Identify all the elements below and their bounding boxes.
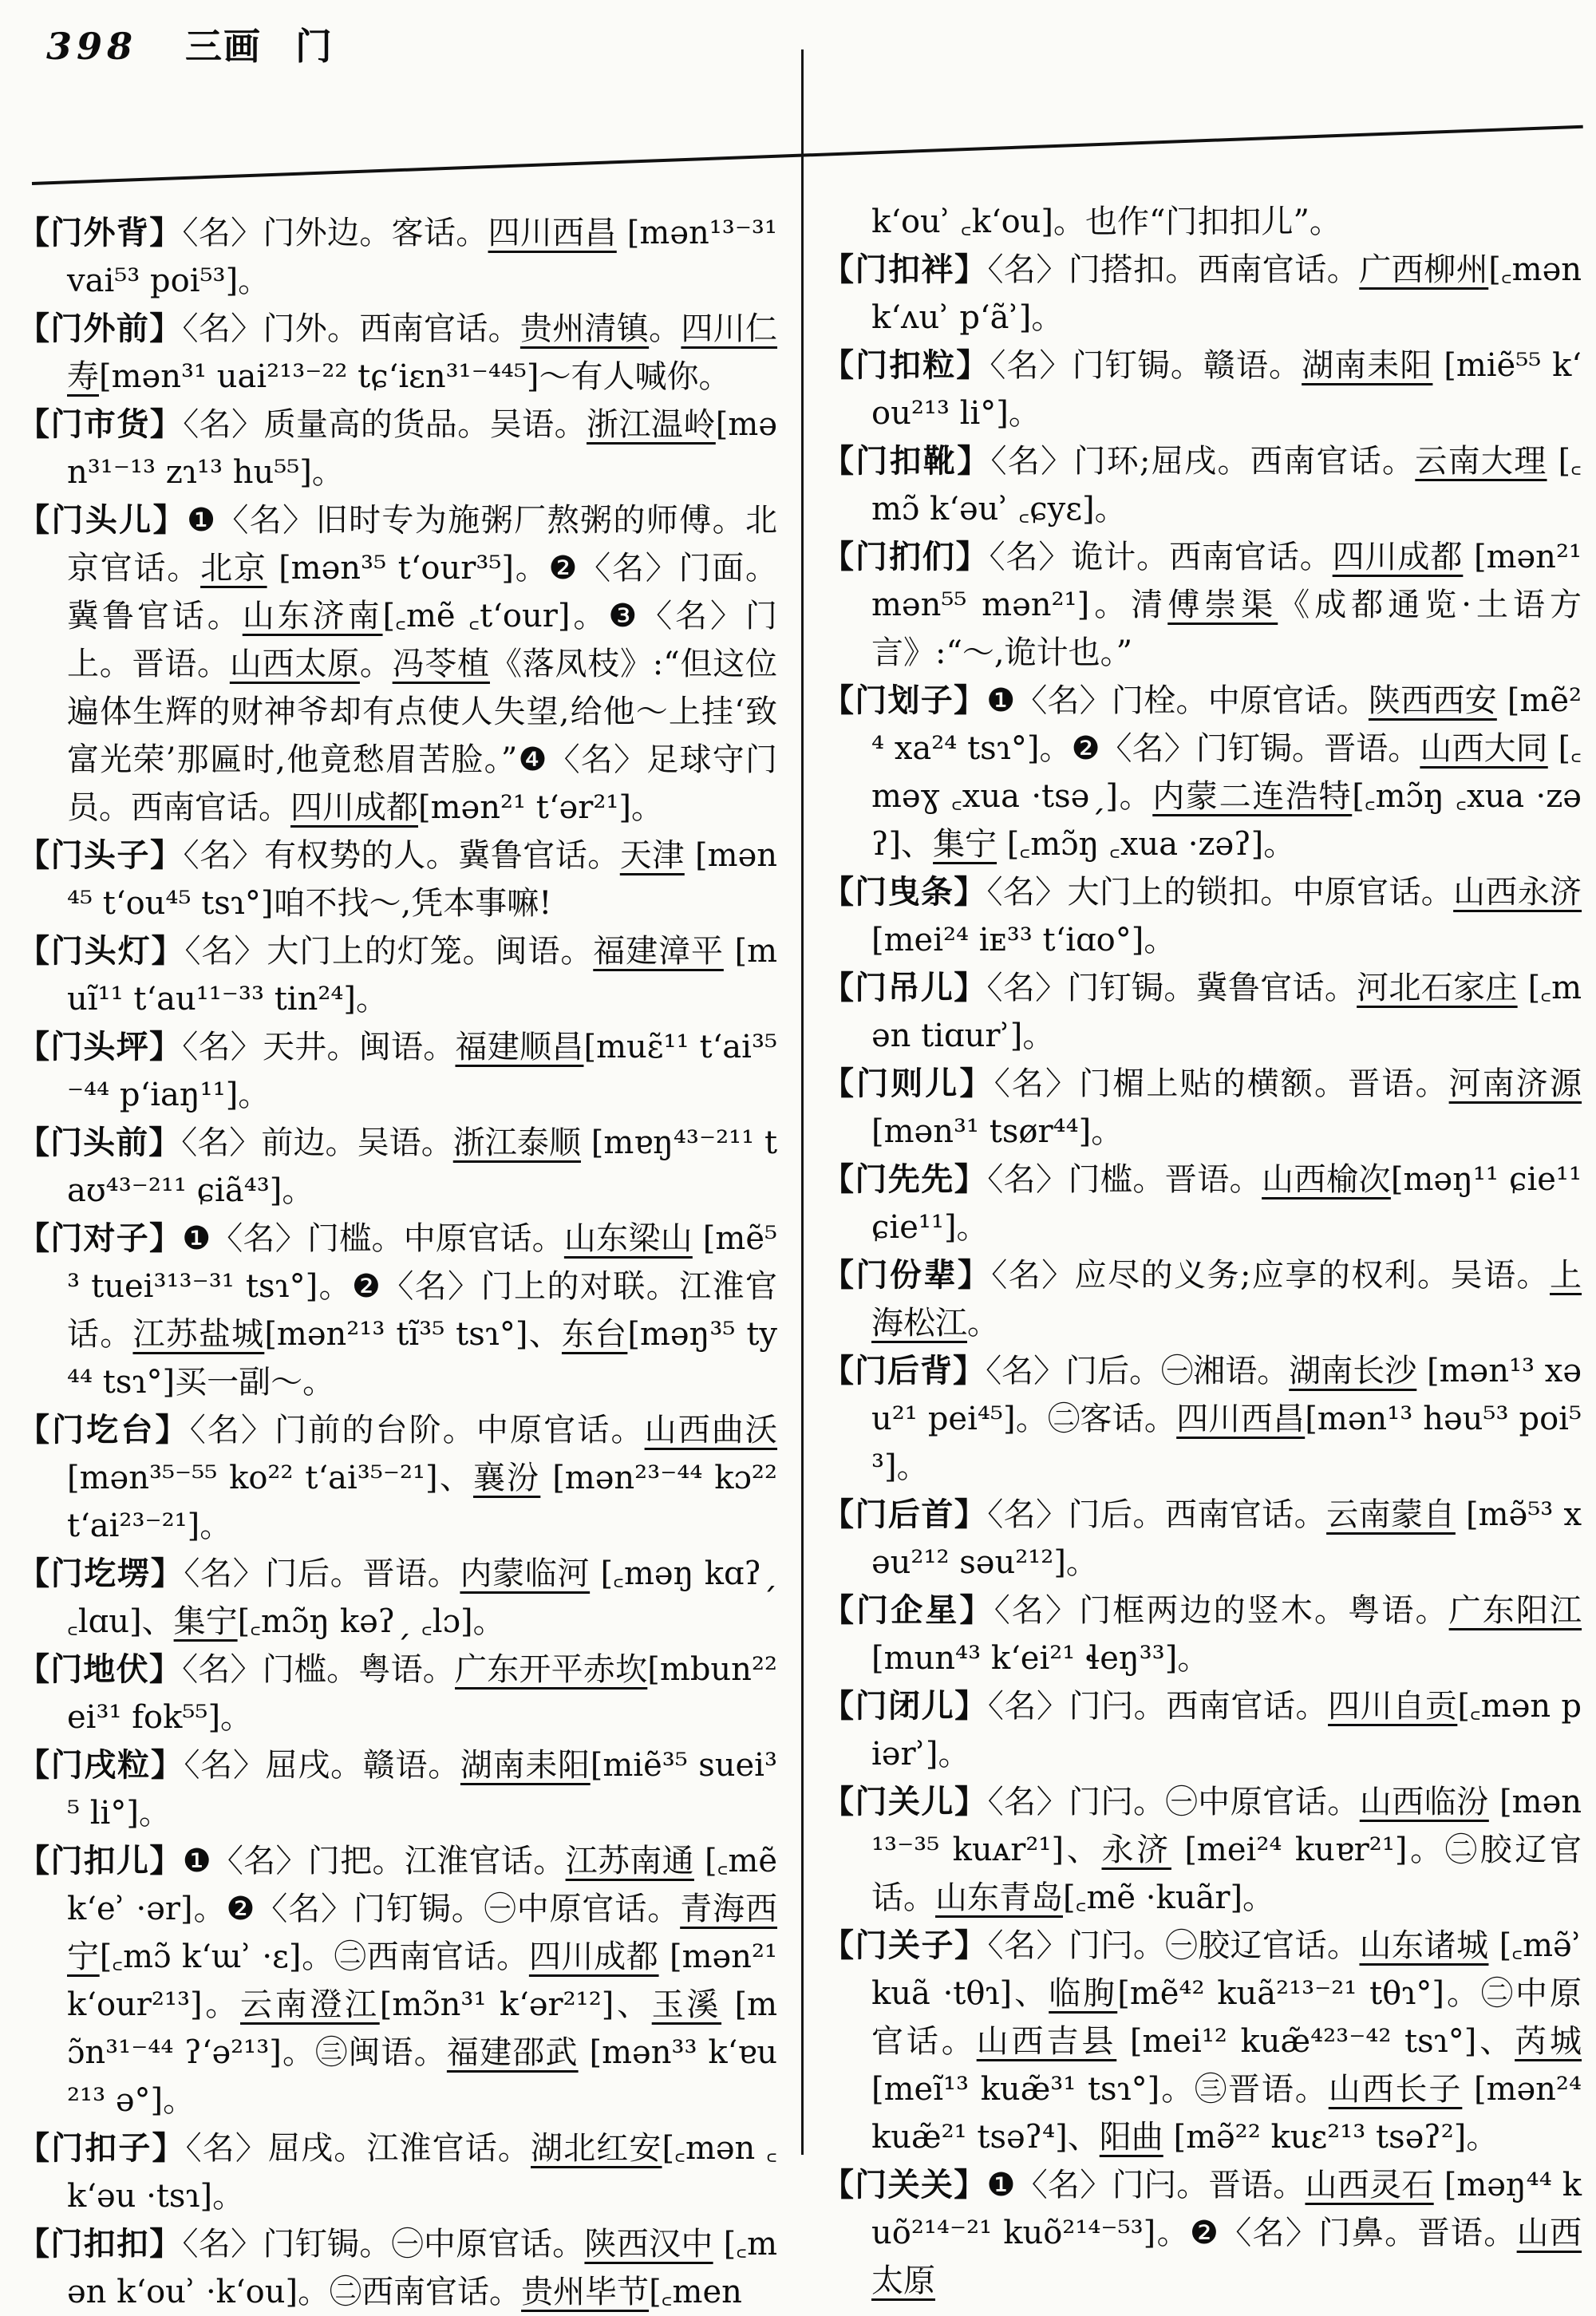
entry-text: 〈名〉诡计。西南官话。 xyxy=(989,539,1333,575)
dictionary-entry xyxy=(822,1922,1582,2161)
dictionary-entry xyxy=(18,2220,777,2316)
place-name: 湖南耒阳 xyxy=(460,1747,591,1784)
place-name: 广东开平赤坎 xyxy=(455,1651,648,1688)
entry-text: [꜀məŋ kɑʔˏ ꜀lɑu]、 xyxy=(67,1555,778,1640)
entry-headword: 【门关子】 xyxy=(822,1927,988,1964)
entry-headword: 【门头子】 xyxy=(18,836,184,874)
place-name: 四川仁寿 xyxy=(67,310,778,395)
place-name: 陕西汉中 xyxy=(584,2226,713,2263)
entry-text: 〈名〉大门上的锁扣。中原官话。 xyxy=(986,874,1454,911)
dictionary-entry xyxy=(18,1550,777,1646)
page-header xyxy=(46,18,334,70)
entry-text: 〈名〉门钉锔。冀鲁官话。 xyxy=(986,970,1357,1006)
header-rule xyxy=(32,125,1583,185)
entry-text: [꜀mən kʻʌuʾ pʻãʾ]。 xyxy=(871,251,1582,336)
entry-text: [꜀mẽ ꜀tʻour]。❸〈名〉门上。晋语。 xyxy=(67,598,778,682)
entry-text: [miẽ³⁵ suei³⁵ li°]。 xyxy=(67,1747,778,1832)
dictionary-entry xyxy=(822,868,1582,964)
dictionary-entry xyxy=(18,1406,777,1550)
place-name: 山东青岛 xyxy=(935,1879,1063,1916)
entry-text: 〈名〉门钉锔。赣语。 xyxy=(990,347,1302,384)
entry-headword: 【门先先】 xyxy=(822,1160,988,1198)
radical-label: 门 xyxy=(295,25,334,68)
entry-text: [꜀mɔ̃ kʻəuʾ ꜀ɕyɛ]。 xyxy=(871,443,1582,528)
place-name: 云南蒙自 xyxy=(1326,1496,1456,1533)
entry-text: 〈名〉门框两边的竖木。粤语。 xyxy=(994,1592,1449,1629)
place-name: 四川成都 xyxy=(528,1939,659,1975)
entry-headword: 【门头坪】 xyxy=(18,1028,183,1065)
entry-text: [꜀mə̃ʾ kuã ·tθɿ]、 xyxy=(871,1927,1582,2012)
place-name: 芮城 xyxy=(1515,2023,1582,2060)
dictionary-entry xyxy=(18,496,777,832)
dictionary-entry xyxy=(822,1491,1582,1587)
entry-headword: 【门企星】 xyxy=(822,1591,994,1629)
place-name: 集宁 xyxy=(933,826,998,863)
place-name: 云南澄江 xyxy=(240,1986,380,2023)
dictionary-entry xyxy=(18,1023,777,1119)
entry-text: [mən³³ kʻɐu²¹³ ə°]。 xyxy=(67,2034,777,2119)
place-name: 浙江泰顺 xyxy=(452,1124,581,1161)
entry-text: [mən³¹ uai²¹³⁻²² tɕʻiɛn³¹⁻⁴⁴⁵]～有人喊你。 xyxy=(99,358,731,395)
place-name: 上海松江 xyxy=(871,1257,1582,1342)
dictionary-entry xyxy=(822,964,1582,1060)
stroke-section-label: 三画 xyxy=(185,25,263,68)
place-name: 湖南长沙 xyxy=(1289,1353,1417,1389)
place-name: 襄汾 xyxy=(472,1460,541,1496)
entry-headword: 【门关关】 xyxy=(822,2166,987,2203)
place-name: 山东济南 xyxy=(242,598,383,634)
place-name: 江苏南通 xyxy=(565,1843,694,1879)
entry-text: 〈名〉门槛。晋语。 xyxy=(987,1161,1262,1198)
entry-headword: 【门后背】 xyxy=(822,1352,986,1389)
entry-text: [məŋ⁴⁴ kuõ²¹⁴⁻²¹ kuõ²¹⁴⁻⁵³]。❷〈名〉门鼻。晋语。 xyxy=(871,2167,1582,2251)
entry-headword: 【门市货】 xyxy=(18,405,184,443)
dictionary-entry xyxy=(822,437,1582,533)
place-name: 傅崇渠 xyxy=(1167,587,1278,623)
dictionary-entry xyxy=(822,2161,1582,2305)
entry-text: [mẽ⁴² kuã²¹³⁻²¹ tθɿ°]。㊁中原官话。 xyxy=(871,1975,1582,2060)
entry-text: [məŋ³⁵ ty⁴⁴ tsɿ°]买一副～。 xyxy=(67,1316,778,1401)
entry-text: 〈名〉大门上的灯笼。闽语。 xyxy=(184,933,594,970)
entry-text: [mbun²² ei³¹ fok⁵⁵]。 xyxy=(67,1651,778,1736)
entry-text: [mẽ²⁴ xa²⁴ tsɿ°]。❷〈名〉门钉锔。晋语。 xyxy=(871,682,1582,767)
entry-headword: 【门份辈】 xyxy=(822,1256,992,1294)
entry-text: 〈名〉质量高的货品。吴语。 xyxy=(183,406,587,443)
place-name: 阳曲 xyxy=(1099,2119,1163,2156)
entry-text: [꜀mẽ ·kuãr]。 xyxy=(1063,1879,1275,1916)
entry-text: 〈名〉门外边。客话。 xyxy=(182,215,488,251)
right-column xyxy=(822,198,1582,2299)
entry-text: 〈名〉前边。吴语。 xyxy=(181,1124,453,1161)
entry-text: [mən⁴⁵ tʻou⁴⁵ tsɿ°]咱不找～,凭本事嘛! xyxy=(67,837,778,922)
entry-text: [mɐŋ⁴³⁻²¹¹ taʊ⁴³⁻²¹¹ ɕiã⁴³]。 xyxy=(67,1124,778,1209)
place-name: 四川西昌 xyxy=(488,215,617,251)
entry-text: ❶〈名〉门闩。晋语。 xyxy=(986,2167,1306,2203)
dictionary-entry xyxy=(822,677,1582,868)
place-name: 东台 xyxy=(561,1316,628,1353)
place-name: 内蒙临河 xyxy=(460,1555,591,1592)
entry-headword: 【门扣儿】 xyxy=(18,1842,183,1879)
dictionary-entry xyxy=(18,927,777,1023)
entry-text: [mən¹³ həu⁵³ poi⁵³]。 xyxy=(871,1401,1582,1485)
place-name: 四川西昌 xyxy=(1176,1401,1306,1437)
place-name: 内蒙二连浩特 xyxy=(1152,778,1353,815)
entry-text: [꜀mẽ kʻeʾ ·ər]。❷〈名〉门钉锔。㊀中原官话。 xyxy=(67,1843,778,1927)
place-name: 临朐 xyxy=(1049,1975,1118,2012)
dictionary-entry xyxy=(822,246,1582,342)
entry-text: 〈名〉门环;屈戌。西南官话。 xyxy=(990,443,1416,480)
entry-text: 〈名〉门后。西南官话。 xyxy=(987,1496,1327,1533)
entry-text: [mən²¹³ tĩ³⁵ tsɿ°]、 xyxy=(264,1316,562,1353)
entry-text: 《成都通览·土语方言》:“～,诡计也。” xyxy=(871,587,1582,671)
entry-text: [꜀məɣ ꜀xua ·tsəˏ]。 xyxy=(871,730,1582,815)
place-name: 山东诸城 xyxy=(1359,1927,1489,1964)
dictionary-entry xyxy=(18,1646,777,1741)
left-column xyxy=(18,198,778,2310)
entry-text: [mən¹³⁻³⁵ kuᴀr²¹]、 xyxy=(871,1784,1582,1868)
place-name: 山西长子 xyxy=(1328,2071,1463,2108)
entry-headword: 【门吊儿】 xyxy=(822,969,987,1006)
entry-text: 〈名〉门外。西南官话。 xyxy=(182,310,520,347)
entry-headword: 【门外背】 xyxy=(18,214,183,251)
entry-text: [꜀mɔ̃ kʻɯʾ ·ɛ]。㊁西南官话。 xyxy=(99,1939,529,1975)
entry-headword: 【门曳条】 xyxy=(822,873,987,911)
dictionary-entry xyxy=(18,1837,777,2124)
place-name: 山西曲沃 xyxy=(644,1412,778,1448)
entry-headword: 【门扣子】 xyxy=(18,2129,186,2167)
entry-text: 。 xyxy=(649,310,681,347)
entry-text: [꜀mən tiɑurʾ]。 xyxy=(871,970,1582,1054)
entry-text: 〈名〉屈戌。江淮官话。 xyxy=(185,2130,531,2167)
entry-headword: 【门地伏】 xyxy=(18,1650,183,1688)
entry-text: 〈名〉门闩。㊀胶辽官话。 xyxy=(987,1927,1360,1964)
entry-text: 〈名〉门后。㊀湘语。 xyxy=(986,1353,1290,1389)
entry-text: [꜀mɔ̃ŋ ꜀xua ·zəʔ]、 xyxy=(871,778,1582,863)
entry-text: ❶〈名〉门把。江淮官话。 xyxy=(182,1843,566,1879)
entry-headword: 【门关儿】 xyxy=(822,1783,988,1820)
entry-text: [məŋ¹¹ ɕie¹¹ ɕie¹¹]。 xyxy=(871,1161,1582,1246)
place-name: 四川成都 xyxy=(290,789,418,826)
entry-text: [muɛ̃¹¹ tʻai³⁵⁻⁴⁴ pʻiaŋ¹¹]。 xyxy=(67,1029,778,1113)
dictionary-entry xyxy=(822,342,1582,437)
entry-text: [꜀mɔ̃ŋ kəʔˏ ꜀lɔ]。 xyxy=(237,1603,505,1640)
entry-text: 〈名〉应尽的义务;应享的权利。吴语。 xyxy=(991,1257,1551,1294)
entry-text: ❶〈名〉旧时专为施粥厂熬粥的师傅。北京官话。 xyxy=(67,502,778,587)
place-name: 青海西宁 xyxy=(67,1891,778,1975)
entry-text: [mei²⁴ kuɐr²¹]。㊁胶辽官话。 xyxy=(871,1832,1582,1916)
dictionary-entry xyxy=(822,1682,1582,1778)
place-name: 广西柳州 xyxy=(1359,251,1489,288)
place-name: 山西大同 xyxy=(1420,730,1548,767)
entry-text: 〈名〉屈戌。赣语。 xyxy=(184,1747,460,1784)
entry-text: 〈名〉有权势的人。冀鲁官话。 xyxy=(183,837,620,874)
place-name: 山东梁山 xyxy=(563,1220,693,1257)
place-name: 山西榆次 xyxy=(1262,1161,1391,1198)
entry-headword: 【门扣粒】 xyxy=(822,346,990,384)
place-name: 陕西西安 xyxy=(1368,682,1497,719)
entry-text: [mən²⁴ kuæ̃²¹ tsəʔ⁴]、 xyxy=(871,2071,1582,2156)
dictionary-entry xyxy=(18,401,777,496)
place-name: 山西太原 xyxy=(871,2215,1582,2299)
entry-headword: 【门戌粒】 xyxy=(18,1746,184,1784)
entry-text: [mei¹² kuæ̃⁴²³⁻⁴² tsɿ°]、 xyxy=(1116,2023,1515,2060)
place-name: 山西临汾 xyxy=(1359,1784,1489,1820)
entry-text: [mən³¹ tsør⁴⁴]。 xyxy=(871,1113,1124,1150)
entry-text: ❶〈名〉门栓。中原官话。 xyxy=(986,682,1369,719)
entry-text: 。 xyxy=(967,1305,999,1342)
dictionary-entry-continuation xyxy=(822,198,1582,246)
entry-headword: 【门外前】 xyxy=(18,310,183,347)
entry-text: [꜀mən piərʾ]。 xyxy=(871,1688,1582,1773)
entry-text: 。 xyxy=(359,646,393,682)
entry-headword: 【门对子】 xyxy=(18,1219,183,1257)
entry-text: [meĩ¹³ kuæ̃³¹ tsɿ°]。㊂晋语。 xyxy=(871,2071,1329,2108)
place-name: 湖北红安 xyxy=(531,2130,662,2167)
place-name: 贵州清镇 xyxy=(519,310,650,347)
place-name: 湖南耒阳 xyxy=(1302,347,1433,384)
entry-text: [꜀men xyxy=(649,2274,742,2310)
entry-text: [miẽ⁵⁵ kʻou²¹³ li°]。 xyxy=(871,347,1582,432)
dictionary-entry xyxy=(18,1215,777,1406)
entry-headword: 【门扣扣】 xyxy=(18,2225,183,2263)
entry-text: 〈名〉门楣上贴的横额。晋语。 xyxy=(994,1065,1449,1102)
dictionary-entry xyxy=(18,832,777,927)
dictionary-entry xyxy=(822,1156,1582,1251)
entry-headword: 【门圪塄】 xyxy=(18,1555,184,1592)
two-column-body xyxy=(0,198,1596,2310)
place-name: 集宁 xyxy=(173,1603,238,1640)
entry-text: 〈名〉门后。晋语。 xyxy=(184,1555,460,1592)
entry-text: [mən³⁵ tʻour³⁵]。❷〈名〉门面。冀鲁官话。 xyxy=(67,550,777,634)
entry-text: [mən¹³⁻³¹ vai⁵³ poi⁵³]。 xyxy=(67,215,778,299)
entry-text: [mə̃²² kuɛ²¹³ tsəʔ²]。 xyxy=(1163,2119,1499,2156)
place-name: 山西永济 xyxy=(1453,874,1582,911)
dictionary-entry xyxy=(822,1060,1582,1156)
dictionary-entry xyxy=(822,1347,1582,1491)
entry-text: 〈名〉门钉锔。㊀中原官话。 xyxy=(182,2226,585,2263)
entry-text: [mẽ⁵³ tuei³¹³⁻³¹ tsɿ°]。❷〈名〉门上的对联。江淮官话。 xyxy=(67,1220,778,1353)
entry-text: [꜀mən ꜀kʻəu ·tsɿ]。 xyxy=(67,2130,777,2215)
dictionary-entry xyxy=(822,1778,1582,1922)
entry-headword: 【门头前】 xyxy=(18,1124,182,1161)
place-name: 福建漳平 xyxy=(593,933,724,970)
page-number: 398 xyxy=(46,25,138,68)
place-name: 山西吉县 xyxy=(976,2023,1117,2060)
entry-text: [mən²¹ tʻər²¹]。 xyxy=(418,789,664,826)
entry-headword: 【门扣袢】 xyxy=(822,251,988,288)
dictionary-entry xyxy=(18,305,777,401)
entry-text: [mən¹³ xəu²¹ pei⁴⁵]。㊁客话。 xyxy=(871,1353,1582,1437)
place-name: 浙江温岭 xyxy=(587,406,716,443)
place-name: 山西太原 xyxy=(229,646,360,682)
entry-text: 〈名〉门闩。西南官话。 xyxy=(987,1688,1329,1725)
entry-text: [mɔ̃n³¹⁻⁴⁴ ʔʻə²¹³]。㊂闽语。 xyxy=(67,1986,777,2071)
place-name: 四川自贡 xyxy=(1328,1688,1458,1725)
entry-text: 〈名〉天井。闽语。 xyxy=(182,1029,456,1065)
entry-text: [mən²³⁻⁴⁴ kɔ²² tʻai²³⁻²¹]。 xyxy=(67,1460,777,1544)
dictionary-entry xyxy=(18,1119,777,1215)
entry-headword: 【门扪们】 xyxy=(822,538,990,575)
entry-text: [mei²⁴ iᴇ³³ tʻiɑo°]。 xyxy=(871,922,1176,958)
place-name: 福建邵武 xyxy=(446,2034,579,2071)
place-name: 河南济源 xyxy=(1448,1065,1582,1102)
entry-text: [muĩ¹¹ tʻau¹¹⁻³³ tin²⁴]。 xyxy=(67,933,778,1018)
entry-text: [mə̃⁵³ xəu²¹² səu²¹²]。 xyxy=(871,1496,1582,1581)
entry-text: [mɔ̃n³¹ kʻər²¹²]、 xyxy=(379,1986,652,2023)
place-name: 贵州毕节 xyxy=(521,2274,650,2310)
entry-text: [mən²¹ kʻour²¹³]。 xyxy=(67,1939,778,2023)
entry-headword: 【门划子】 xyxy=(822,682,987,719)
dictionary-entry xyxy=(18,209,777,305)
dictionary-entry xyxy=(822,1587,1582,1682)
place-name: 四川成都 xyxy=(1332,539,1464,575)
entry-text: [mən²¹ mən⁵⁵ mən²¹]。清 xyxy=(871,539,1582,623)
entry-text: [mən³¹⁻¹³ zɿ¹³ hu⁵⁵]。 xyxy=(67,406,778,491)
place-name: 永济 xyxy=(1101,1832,1171,1868)
entry-text: 〈名〉门闩。㊀中原官话。 xyxy=(987,1784,1360,1820)
place-name: 天津 xyxy=(619,837,685,874)
dictionary-entry xyxy=(822,1251,1582,1347)
entry-text: [mun⁴³ kʻei²¹ ɬeŋ³³]。 xyxy=(871,1640,1210,1677)
entry-headword: 【门扣靴】 xyxy=(822,442,991,480)
place-name: 冯苓植 xyxy=(392,646,490,682)
entry-text: 〈名〉门前的台阶。中原官话。 xyxy=(189,1412,645,1448)
place-name: 江苏盐城 xyxy=(132,1316,265,1353)
entry-text: 〈名〉门搭扣。西南官话。 xyxy=(987,251,1360,288)
place-name: 广东阳江 xyxy=(1448,1592,1582,1629)
place-name: 福建顺昌 xyxy=(455,1029,584,1065)
entry-text: kʻouʾ ꜀kʻou]。也作“门扣扣儿”。 xyxy=(871,204,1341,240)
entry-headword: 【门则儿】 xyxy=(822,1065,994,1102)
entry-text: ❶〈名〉门槛。中原官话。 xyxy=(182,1220,564,1257)
entry-headword: 【门圪台】 xyxy=(18,1411,190,1448)
place-name: 玉溪 xyxy=(651,1986,722,2023)
entry-text: 《落凤枝》:“但这位遍体生辉的财神爷却有点使人失望,给他～上挂‘致富光荣’那匾时,他竟愁眉苦脸。”❹〈名〉足球守门员。西南官话。 xyxy=(67,646,777,826)
dictionary-entry xyxy=(18,1741,777,1837)
entry-text: 〈名〉门槛。粤语。 xyxy=(182,1651,455,1688)
dictionary-entry xyxy=(18,2124,777,2220)
entry-headword: 【门后首】 xyxy=(822,1496,988,1533)
entry-headword: 【门头灯】 xyxy=(18,932,185,970)
place-name: 河北石家庄 xyxy=(1357,970,1518,1006)
entry-headword: 【门闭儿】 xyxy=(822,1687,988,1725)
entry-text: [mən³⁵⁻⁵⁵ ko²² tʻai³⁵⁻²¹]、 xyxy=(67,1460,473,1496)
entry-text: [꜀mɔ̃ŋ ꜀xua ·zəʔ]。 xyxy=(997,826,1296,863)
place-name: 北京 xyxy=(200,550,267,587)
entry-text: [꜀mən kʻouʾ ·kʻou]。㊁西南官话。 xyxy=(67,2226,778,2310)
place-name: 云南大理 xyxy=(1415,443,1547,480)
place-name: 山西灵石 xyxy=(1305,2167,1434,2203)
entry-headword: 【门头儿】 xyxy=(18,501,188,539)
dictionary-entry xyxy=(822,533,1582,677)
